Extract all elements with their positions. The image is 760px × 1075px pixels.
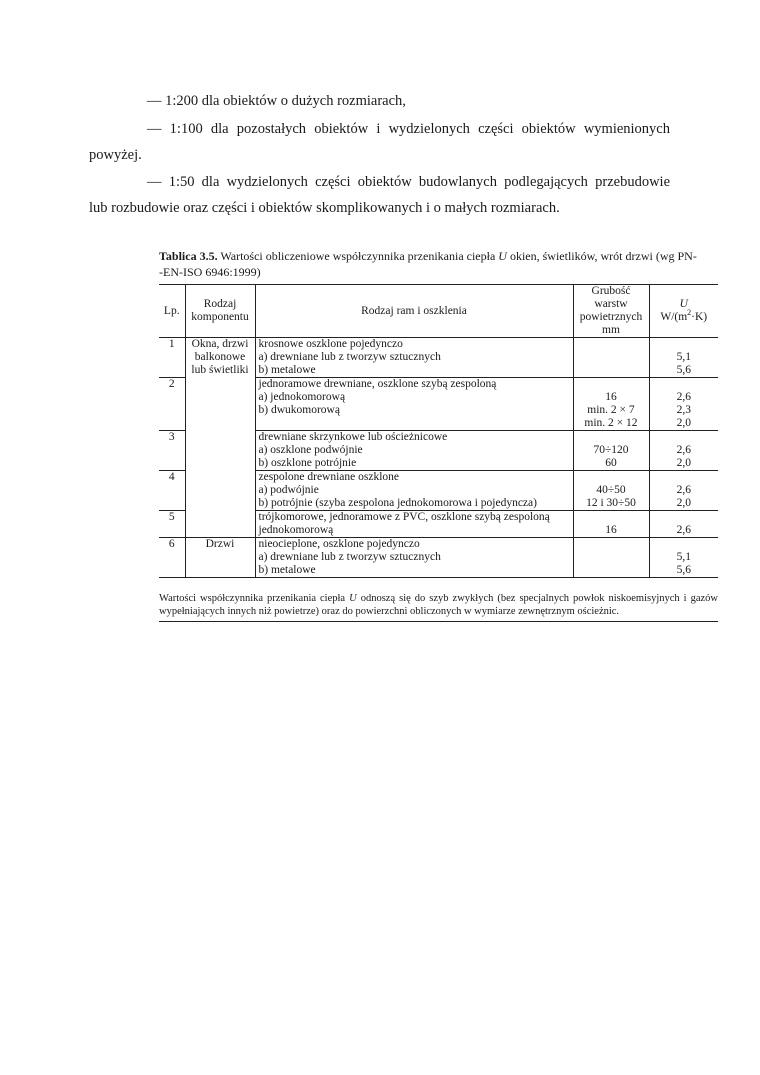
table-caption-label: Tablica 3.5. <box>159 249 218 263</box>
body-line-2-continuation: powyżej. <box>89 147 142 163</box>
row-description <box>255 538 573 578</box>
header-thickness-line-3: powietrznych <box>579 311 643 323</box>
row-u-value <box>649 538 718 578</box>
thickness-line: 40÷50 <box>596 484 626 496</box>
row-description <box>255 338 573 378</box>
header-u-unit-pre: W/(m <box>660 311 688 323</box>
row-thickness <box>573 378 649 431</box>
u-value-line: 2,6 <box>676 524 691 536</box>
table-caption-text-after: okien, świetlików, wrót drzwi (wg PN- <box>509 249 697 263</box>
u-value-line <box>653 338 716 351</box>
component-line: balkonowe <box>194 351 246 363</box>
component-line: Drzwi <box>205 538 235 550</box>
body-line-3: — 1:50 dla wydzielonych części obiektów budowlanych podlegających przebudowie <box>147 174 670 190</box>
row-description <box>255 431 573 471</box>
thickness-line <box>577 551 646 564</box>
u-value-line <box>653 538 716 551</box>
row-thickness <box>573 338 649 378</box>
row-lp: 2 <box>159 378 185 431</box>
u-value-line: 5,1 <box>676 551 691 563</box>
description-line: a) drewniane lub z tworzyw sztucznych <box>258 551 441 563</box>
description-line: nieocieplone, oszklone pojedynczo <box>258 538 420 550</box>
thickness-line: 12 i 30÷50 <box>586 497 636 509</box>
description-line: zespolone drewniane oszklone <box>258 471 400 483</box>
u-value-line: 5,1 <box>676 351 691 363</box>
thickness-line <box>577 538 646 551</box>
table-caption-line-2: -EN-ISO 6946:1999) <box>159 265 261 279</box>
table-footnote <box>159 592 718 618</box>
body-line-1: — 1:200 dla obiektów o dużych rozmiarach, <box>147 93 406 109</box>
header-u-unit-sup: 2 <box>687 308 692 318</box>
table-row <box>159 378 718 431</box>
u-value-line <box>653 378 716 391</box>
thickness-line: 60 <box>605 457 617 469</box>
footnote-symbol: U <box>349 593 357 604</box>
description-line: trójkomorowe, jednoramowe z PVC, oszklone szybą zespoloną <box>258 511 550 523</box>
u-value-line: 2,0 <box>676 417 691 429</box>
table-row <box>159 338 718 378</box>
u-value-line <box>653 431 716 444</box>
thickness-line: min. 2 × 12 <box>584 417 638 429</box>
description-line: b) metalowe <box>258 564 316 576</box>
thickness-line <box>577 351 646 364</box>
description-line: a) drewniane lub z tworzyw sztucznych <box>258 351 441 363</box>
row-description <box>255 511 573 538</box>
description-line: krosnowe oszklone pojedynczo <box>258 338 403 350</box>
thickness-line <box>577 511 646 524</box>
row-description <box>255 378 573 431</box>
description-line: a) jednokomorową <box>258 391 346 403</box>
row-u-value <box>649 378 718 431</box>
thickness-line <box>577 471 646 484</box>
u-value-table <box>159 284 718 578</box>
table-header-row <box>159 285 718 338</box>
row-u-value <box>649 431 718 471</box>
row-description <box>255 471 573 511</box>
row-thickness <box>573 431 649 471</box>
thickness-line: 16 <box>605 391 617 403</box>
header-component-line-2: komponentu <box>191 311 249 323</box>
header-u-unit-post: ·K) <box>691 311 708 323</box>
u-value-line: 2,6 <box>676 444 691 456</box>
description-line <box>259 417 570 430</box>
thickness-line <box>577 338 646 351</box>
thickness-line: 70÷120 <box>593 444 629 456</box>
description-line: jednoramowe drewniane, oszklone szybą zespoloną <box>258 378 497 390</box>
footnote-after: odnoszą się do szyb zwykłych (bez specjalnych powłok niskoemisyjnych i gazów wypełniających innych niż powietrze) oraz do powierzchni obliczonych w wymiarze zewnętrznym ościeżnic. <box>159 593 719 617</box>
row-component <box>185 511 255 538</box>
table-caption-symbol: U <box>498 249 507 263</box>
table-caption-text-before: Wartości obliczeniowe współczynnika przenikania ciepła <box>220 249 496 263</box>
component-line: Okna, drzwi <box>191 338 249 350</box>
thickness-line <box>577 564 646 577</box>
thickness-line: min. 2 × 7 <box>587 404 635 416</box>
description-line: a) podwójnie <box>258 484 319 496</box>
header-component <box>185 285 255 338</box>
table-row <box>159 471 718 511</box>
u-value-line: 2,0 <box>676 457 691 469</box>
u-value-line: 2,6 <box>676 484 691 496</box>
header-frame-type: Rodzaj ram i oszklenia <box>255 285 573 338</box>
table-row <box>159 511 718 538</box>
description-line: a) oszklone podwójnie <box>258 444 363 456</box>
header-thickness-line-1: Grubość <box>591 285 631 297</box>
row-component <box>185 471 255 511</box>
footnote-before: Wartości współczynnika przenikania ciepła <box>159 593 346 604</box>
u-value-line: 2,3 <box>676 404 691 416</box>
description-line: b) metalowe <box>258 364 316 376</box>
row-lp: 5 <box>159 511 185 538</box>
header-thickness-line-2: warstw <box>594 298 628 310</box>
thickness-line <box>577 378 646 391</box>
footnote-rule <box>159 621 718 622</box>
table-caption <box>159 248 719 280</box>
row-u-value <box>649 338 718 378</box>
row-thickness <box>573 511 649 538</box>
row-thickness <box>573 538 649 578</box>
header-u-value <box>649 285 718 338</box>
row-component <box>185 338 255 378</box>
u-value-line <box>653 471 716 484</box>
row-component <box>185 378 255 431</box>
table-row <box>159 431 718 471</box>
header-component-line-1: Rodzaj <box>203 298 237 310</box>
component-line: lub świetliki <box>191 364 249 376</box>
row-u-value <box>649 471 718 511</box>
u-value-line: 2,6 <box>676 391 691 403</box>
description-line: b) dwukomorową <box>258 404 340 416</box>
thickness-line: 16 <box>605 524 617 536</box>
row-component <box>185 431 255 471</box>
u-value-line: 5,6 <box>676 564 691 576</box>
description-line: jednokomorową <box>258 524 334 536</box>
row-lp: 4 <box>159 471 185 511</box>
header-thickness <box>573 285 649 338</box>
thickness-line <box>577 431 646 444</box>
body-line-3-continuation: lub rozbudowie oraz części i obiektów skomplikowanych i o małych rozmiarach. <box>89 200 560 216</box>
u-value-line <box>653 511 716 524</box>
u-value-line: 2,0 <box>676 497 691 509</box>
header-u-symbol: U <box>679 298 688 310</box>
header-lp: Lp. <box>159 285 185 338</box>
row-lp: 6 <box>159 538 185 578</box>
row-lp: 3 <box>159 431 185 471</box>
description-line: b) potrójnie (szyba zespolona jednokomorowa i pojedyncza) <box>258 497 537 509</box>
row-u-value <box>649 511 718 538</box>
row-component <box>185 538 255 578</box>
thickness-line <box>577 364 646 377</box>
row-lp: 1 <box>168 338 175 350</box>
row-thickness <box>573 471 649 511</box>
table-row <box>159 538 718 578</box>
u-value-line: 5,6 <box>676 364 691 376</box>
description-line: drewniane skrzynkowe lub ościeżnicowe <box>258 431 448 443</box>
description-line: b) oszklone potrójnie <box>258 457 357 469</box>
body-line-2: — 1:100 dla pozostałych obiektów i wydzielonych części obiektów wymienionych <box>147 121 670 137</box>
header-thickness-line-4: mm <box>602 324 620 336</box>
